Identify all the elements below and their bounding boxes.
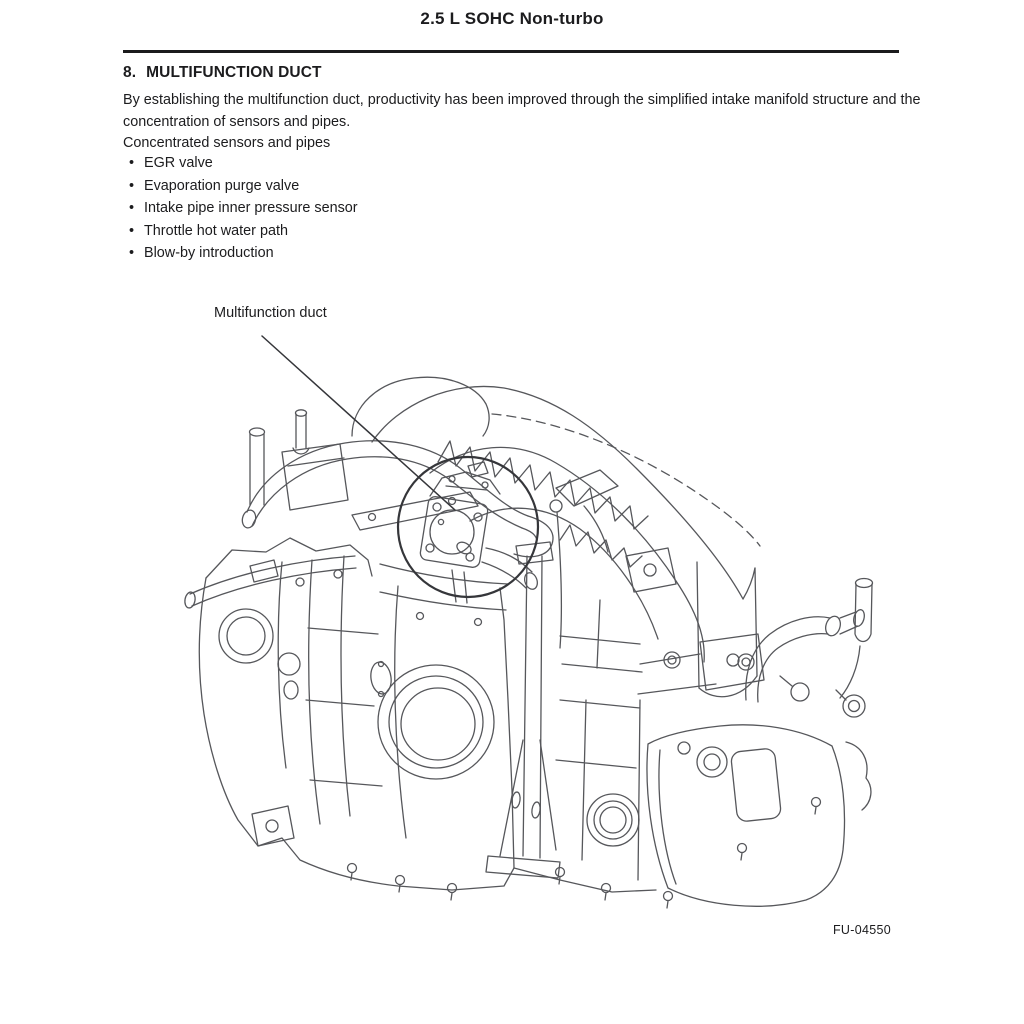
hoses-and-fittings	[184, 410, 553, 609]
page-title: 2.5 L SOHC Non-turbo	[420, 9, 604, 28]
right-pipes-and-mounts	[746, 579, 873, 811]
engine-figure	[0, 295, 1024, 975]
list-item	[129, 242, 358, 265]
body-paragraph: By establishing the multifunction duct, productivity has been improved through the simplified intake manifold structure and the concentration of sensors and pipes.	[123, 92, 921, 130]
section-number: 8.	[123, 64, 137, 81]
list-item	[129, 175, 358, 198]
list-item-label: Evaporation purge valve	[144, 177, 300, 194]
figure-code: FU-04550	[833, 923, 891, 937]
center-lower-details	[380, 548, 676, 892]
engine-block-left	[199, 538, 514, 890]
header-rule	[123, 50, 899, 53]
list-item-label: Intake pipe inner pressure sensor	[144, 200, 358, 217]
right-head-and-cover	[638, 634, 845, 906]
list-item-label: Blow-by introduction	[144, 245, 274, 262]
callout-leader-line	[262, 336, 455, 510]
list-item	[129, 220, 358, 243]
list-intro: Concentrated sensors and pipes	[123, 135, 331, 151]
list-item	[129, 152, 358, 175]
intake-manifold	[352, 377, 760, 697]
bullet-list	[129, 152, 358, 265]
list-item	[129, 197, 358, 220]
bolt-heads	[348, 798, 821, 909]
list-item-label: EGR valve	[144, 155, 213, 171]
section-heading	[123, 64, 322, 82]
section-title: MULTIFUNCTION DUCT	[146, 64, 322, 81]
figure-callout-label: Multifunction duct	[214, 305, 327, 321]
callout-annotation	[262, 336, 538, 597]
list-item-label: Throttle hot water path	[144, 222, 288, 239]
engine-line-drawing	[0, 295, 1024, 975]
